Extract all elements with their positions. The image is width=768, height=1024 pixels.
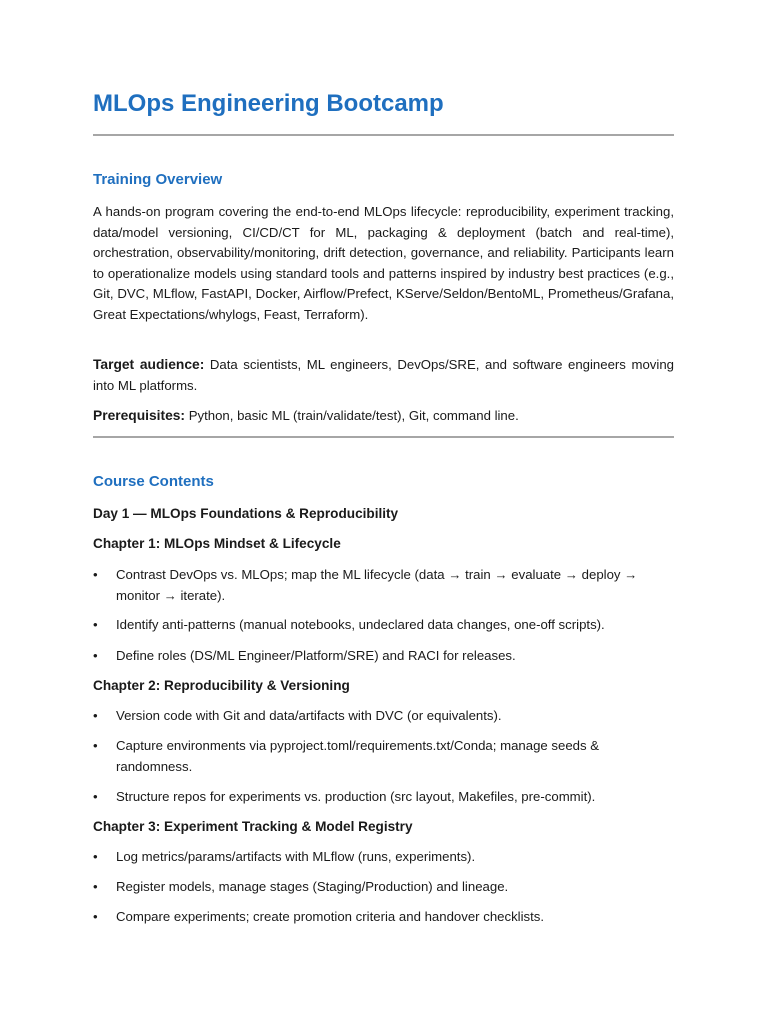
list-item [93,847,674,868]
list-item-text: Log metrics/params/artifacts with MLflow (runs, experiments). [116,849,476,864]
list-item-text: Structure repos for experiments vs. production (src layout, Makefiles, pre-commit). [116,789,596,804]
bullet-icon: • [93,708,98,723]
prerequisites-text: Python, basic ML (train/validate/test), Git, command line. [185,408,519,423]
list-item [93,787,674,808]
bullet-icon: • [93,648,98,663]
section-divider [93,436,674,438]
chapter-2-heading: Chapter 2: Reproducibility & Versioning [93,678,350,693]
list-item [93,736,674,777]
bullet-icon: • [93,849,98,864]
list-item [93,646,674,667]
list-item-text: Define roles (DS/ML Engineer/Platform/SRE) and RACI for releases. [116,648,516,663]
course-contents-heading: Course Contents [93,473,214,490]
list-item [93,615,674,636]
list-item [93,907,674,928]
bullet-icon: • [93,879,98,894]
bullet-icon: • [93,567,98,582]
overview-paragraph: A hands-on program covering the end-to-end MLOps lifecycle: reproducibility, experiment tracking, data/model versioning, CI/CD/CT for ML, packaging & deployment (batch and real-time), orchestration, observability/monitoring, drift detection, governance, and reliability. Participants learn to operationalize models using standard tools and patterns inspired by industry best practices (e.g., Git, DVC, MLflow, FastAPI, Docker, Airflow/Prefect, KServe/Seldon/BentoML, Prometheus/Grafana, Great Expectations/whylogs, Feast, Terraform). [93,204,674,322]
title-divider [93,134,674,136]
target-audience-paragraph [93,355,674,396]
prerequisites-paragraph [93,406,674,427]
bullet-icon: • [93,738,98,753]
list-item-text: Register models, manage stages (Staging/Production) and lineage. [116,879,509,894]
list-item-text: Identify anti-patterns (manual notebooks, undeclared data changes, one-off scripts). [116,617,605,632]
prerequisites-label: Prerequisites: [93,408,186,423]
list-item [93,706,674,727]
chapter-1-heading: Chapter 1: MLOps Mindset & Lifecycle [93,536,341,551]
document-title: MLOps Engineering Bootcamp [93,90,444,117]
list-item-text: Contrast DevOps vs. MLOps; map the ML lifecycle (data → train → evaluate → deploy → monitor → iterate). [116,567,638,603]
bullet-icon: • [93,909,98,924]
day-1-heading: Day 1 — MLOps Foundations & Reproducibility [93,506,399,521]
target-audience-label: Target audience: [93,357,205,372]
chapter-3-heading: Chapter 3: Experiment Tracking & Model Registry [93,819,413,834]
list-item [93,877,674,898]
list-item-text: Version code with Git and data/artifacts with DVC (or equivalents). [116,708,502,723]
bullet-icon: • [93,789,98,804]
training-overview-heading: Training Overview [93,171,223,188]
list-item-text: Capture environments via pyproject.toml/requirements.txt/Conda; manage seeds & randomness. [116,738,600,774]
list-item-text: Compare experiments; create promotion criteria and handover checklists. [116,909,545,924]
target-audience-text: Data scientists, ML engineers, DevOps/SRE, and software engineers moving into ML platforms. [93,357,674,393]
bullet-icon: • [93,617,98,632]
list-item [93,565,674,606]
